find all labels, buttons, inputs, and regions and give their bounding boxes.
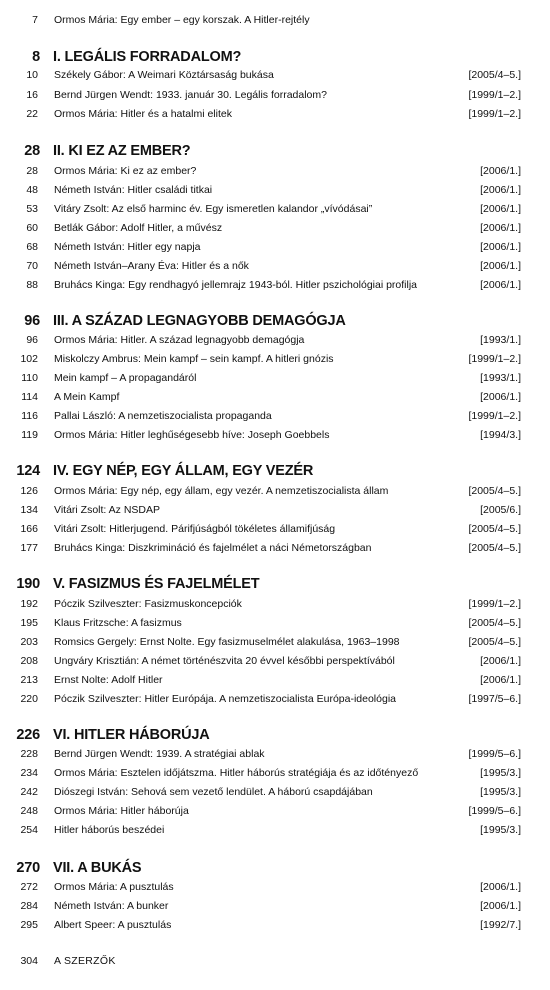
entry-title: Ormos Mária: Egy nép, egy állam, egy vezér. A nemzetiszocialista állam — [54, 485, 389, 497]
entry-title: Albert Speer: A pusztulás — [54, 919, 172, 931]
entry-issue: [2006/1.] — [480, 391, 521, 403]
toc-entry — [0, 483, 550, 500]
toc-entry — [0, 351, 550, 368]
toc-entry — [0, 917, 550, 934]
section-title: IV. EGY NÉP, EGY ÁLLAM, EGY VEZÉR — [53, 463, 314, 479]
entry-title: Póczik Szilveszter: Fasizmuskoncepciók — [54, 598, 242, 610]
entry-title: Németh István: A bunker — [54, 900, 169, 912]
section-title: II. KI EZ AZ EMBER? — [53, 143, 191, 159]
entry-issue: [1993/1.] — [480, 334, 521, 346]
toc-entry — [0, 408, 550, 425]
toc-entry — [0, 822, 550, 839]
entry-title: Ormos Mária: Hitler leghűségesebb híve: Joseph Goebbels — [54, 429, 330, 441]
entry-issue: [2006/1.] — [480, 674, 521, 686]
entry-page: 192 — [20, 598, 38, 610]
entry-issue: [1995/3.] — [480, 786, 521, 798]
entry-page: 248 — [20, 805, 38, 817]
toc-entry — [0, 106, 550, 123]
entry-page: 16 — [26, 89, 38, 101]
entry-title: Ormos Mária: A pusztulás — [54, 881, 174, 893]
entry-issue: [2006/1.] — [480, 203, 521, 215]
section-heading — [0, 46, 550, 68]
entry-title: Miskolczy Ambrus: Mein kampf – sein kampf. A hitleri gnózis — [54, 353, 334, 365]
entry-issue: [1997/5–6.] — [468, 693, 521, 705]
toc-entry — [0, 653, 550, 670]
entry-issue: [2006/1.] — [480, 222, 521, 234]
entry-page: 116 — [21, 410, 38, 422]
section-title: I. LEGÁLIS FORRADALOM? — [53, 49, 242, 65]
section-title: V. FASIZMUS ÉS FAJELMÉLET — [53, 576, 260, 592]
section-page: 190 — [16, 576, 40, 592]
entry-page: 213 — [20, 674, 38, 686]
entry-page: 134 — [20, 504, 38, 516]
section-heading — [0, 573, 550, 595]
entry-page: 70 — [26, 260, 38, 272]
toc-entry — [0, 746, 550, 763]
entry-title: Ormos Mária: Hitler háborúja — [54, 805, 189, 817]
entry-page: 254 — [20, 824, 38, 836]
toc-entry — [0, 87, 550, 104]
entry-page: 177 — [20, 542, 38, 554]
entry-title: A Mein Kampf — [54, 391, 120, 403]
entry-issue: [2005/6.] — [480, 504, 521, 516]
entry-title: A SZERZŐK — [54, 955, 116, 967]
section-heading — [0, 310, 550, 332]
entry-title: Ernst Nolte: Adolf Hitler — [54, 674, 163, 686]
entry-title: Ormos Mária: Hitler. A század legnagyobb demagógja — [54, 334, 305, 346]
entry-title: Ormos Mária: Egy ember – egy korszak. A Hitler-rejtély — [54, 14, 310, 26]
entry-title: Klaus Fritzsche: A fasizmus — [54, 617, 182, 629]
entry-title: Póczik Szilveszter: Hitler Európája. A nemzetiszocialista Európa-ideológia — [54, 693, 396, 705]
toc-entry — [0, 672, 550, 689]
toc-entry — [0, 615, 550, 632]
entry-page: 102 — [20, 353, 38, 365]
entry-title: Diószegi István: Sehová sem vezető lendület. A háború csapdájában — [54, 786, 373, 798]
entry-page: 60 — [26, 222, 38, 234]
entry-title: Vitári Zsolt: Az NSDAP — [54, 504, 161, 516]
toc-entry — [0, 879, 550, 896]
entry-issue: [2005/4–5.] — [468, 542, 521, 554]
entry-title: Hitler háborús beszédei — [54, 824, 165, 836]
entry-page: 22 — [26, 108, 38, 120]
toc-entry — [0, 540, 550, 557]
entry-page: 304 — [20, 955, 38, 967]
entry-issue: [1992/7.] — [480, 919, 521, 931]
entry-title: Ormos Mária: Esztelen időjátszma. Hitler háborús stratégiája és az időtényező — [54, 767, 419, 779]
section-page: 96 — [24, 313, 40, 329]
toc-entry — [0, 67, 550, 84]
entry-page: 195 — [20, 617, 38, 629]
entry-page: 228 — [20, 748, 38, 760]
entry-page: 203 — [20, 636, 38, 648]
toc-entry — [0, 220, 550, 237]
section-page: 8 — [32, 49, 40, 65]
entry-issue: [2006/1.] — [480, 881, 521, 893]
entry-issue: [1993/1.] — [480, 372, 521, 384]
entry-title: Mein kampf – A propagandáról — [54, 372, 197, 384]
section-title: III. A SZÁZAD LEGNAGYOBB DEMAGÓGJA — [53, 313, 346, 329]
section-title: VII. A BUKÁS — [53, 860, 142, 876]
toc-entry — [0, 389, 550, 406]
entry-title: Ormos Mária: Hitler és a hatalmi elitek — [54, 108, 232, 120]
section-heading — [0, 724, 550, 746]
entry-page: 7 — [32, 14, 38, 26]
entry-title: Pallai László: A nemzetiszocialista propaganda — [54, 410, 272, 422]
entry-issue: [2006/1.] — [480, 655, 521, 667]
entry-title: Bruhács Kinga: Diszkrimináció és fajelmélet a náci Németországban — [54, 542, 372, 554]
section-heading — [0, 140, 550, 162]
entry-page: 10 — [26, 69, 38, 81]
entry-title: Bernd Jürgen Wendt: 1933. január 30. Legális forradalom? — [54, 89, 327, 101]
section-title: VI. HITLER HÁBORÚJA — [53, 727, 210, 743]
entry-issue: [2005/4–5.] — [468, 636, 521, 648]
entry-issue: [1999/1–2.] — [468, 410, 521, 422]
entry-title: Bruhács Kinga: Egy rendhagyó jellemrajz 1943-ból. Hitler pszichológiai profilja — [54, 279, 418, 291]
entry-issue: [1995/3.] — [480, 824, 521, 836]
entry-page: 208 — [20, 655, 38, 667]
entry-page: 53 — [26, 203, 38, 215]
entry-issue: [2005/4–5.] — [468, 617, 521, 629]
entry-issue: [1999/1–2.] — [468, 598, 521, 610]
entry-issue: [1999/1–2.] — [468, 353, 521, 365]
intro-entry — [0, 12, 550, 29]
entry-title: Vitáry Zsolt: Az első harminc év. Egy ismeretlen kalandor „vívódásai” — [54, 203, 373, 215]
toc-entry — [0, 596, 550, 613]
section-page: 270 — [16, 860, 40, 876]
entry-title: Ormos Mária: Ki ez az ember? — [54, 165, 197, 177]
entry-page: 114 — [21, 391, 38, 403]
entry-page: 242 — [20, 786, 38, 798]
entry-page: 284 — [20, 900, 38, 912]
entry-page: 119 — [21, 429, 38, 441]
toc-entry — [0, 258, 550, 275]
toc-entry — [0, 634, 550, 651]
entry-title: Romsics Gergely: Ernst Nolte. Egy fasizmuselmélet alakulása, 1963–1998 — [54, 636, 400, 648]
toc-entry — [0, 765, 550, 782]
toc-entry — [0, 201, 550, 218]
entry-title: Németh István: Hitler családi titkai — [54, 184, 213, 196]
entry-issue: [2005/4–5.] — [468, 485, 521, 497]
entry-title: Bernd Jürgen Wendt: 1939. A stratégiai ablak — [54, 748, 265, 760]
entry-issue: [1999/5–6.] — [468, 805, 521, 817]
section-heading — [0, 460, 550, 482]
entry-issue: [2006/1.] — [480, 260, 521, 272]
entry-page: 110 — [21, 372, 38, 384]
entry-page: 48 — [26, 184, 38, 196]
entry-page: 88 — [26, 279, 38, 291]
toc-entry — [0, 521, 550, 538]
entry-title: Németh István–Arany Éva: Hitler és a nők — [54, 260, 249, 272]
entry-issue: [2006/1.] — [480, 279, 521, 291]
toc-entry — [0, 502, 550, 519]
entry-issue: [2005/4–5.] — [468, 523, 521, 535]
section-page: 124 — [16, 463, 40, 479]
entry-issue: [2005/4–5.] — [468, 69, 521, 81]
entry-page: 220 — [20, 693, 38, 705]
entry-page: 234 — [20, 767, 38, 779]
toc-entry — [0, 182, 550, 199]
toc-entry — [0, 332, 550, 349]
entry-page: 126 — [20, 485, 38, 497]
entry-page: 68 — [26, 241, 38, 253]
entry-title: Betlák Gábor: Adolf Hitler, a művész — [54, 222, 223, 234]
section-page: 226 — [16, 727, 40, 743]
entry-issue: [2006/1.] — [480, 165, 521, 177]
footer-entry — [0, 953, 550, 970]
toc-entry — [0, 370, 550, 387]
toc-entry — [0, 427, 550, 444]
entry-title: Németh István: Hitler egy napja — [54, 241, 201, 253]
entry-title: Ungváry Krisztián: A német történészvita 20 évvel későbbi perspektívából — [54, 655, 395, 667]
entry-page: 166 — [20, 523, 38, 535]
entry-page: 272 — [20, 881, 38, 893]
entry-issue: [1995/3.] — [480, 767, 521, 779]
entry-page: 28 — [26, 165, 38, 177]
toc-entry — [0, 691, 550, 708]
toc-entry — [0, 898, 550, 915]
entry-title: Vitári Zsolt: Hitlerjugend. Párifjúságból tökéletes államifjúság — [54, 523, 336, 535]
toc-entry — [0, 803, 550, 820]
entry-issue: [2006/1.] — [480, 900, 521, 912]
entry-issue: [1999/1–2.] — [468, 108, 521, 120]
toc-entry — [0, 239, 550, 256]
section-heading — [0, 857, 550, 879]
entry-title: Székely Gábor: A Weimari Köztársaság bukása — [54, 69, 274, 81]
entry-issue: [2006/1.] — [480, 241, 521, 253]
section-page: 28 — [24, 143, 40, 159]
entry-issue: [1994/3.] — [480, 429, 521, 441]
entry-page: 96 — [26, 334, 38, 346]
entry-issue: [1999/5–6.] — [468, 748, 521, 760]
toc-entry — [0, 784, 550, 801]
toc-entry — [0, 163, 550, 180]
entry-issue: [2006/1.] — [480, 184, 521, 196]
toc-entry — [0, 277, 550, 294]
entry-issue: [1999/1–2.] — [468, 89, 521, 101]
entry-page: 295 — [20, 919, 38, 931]
